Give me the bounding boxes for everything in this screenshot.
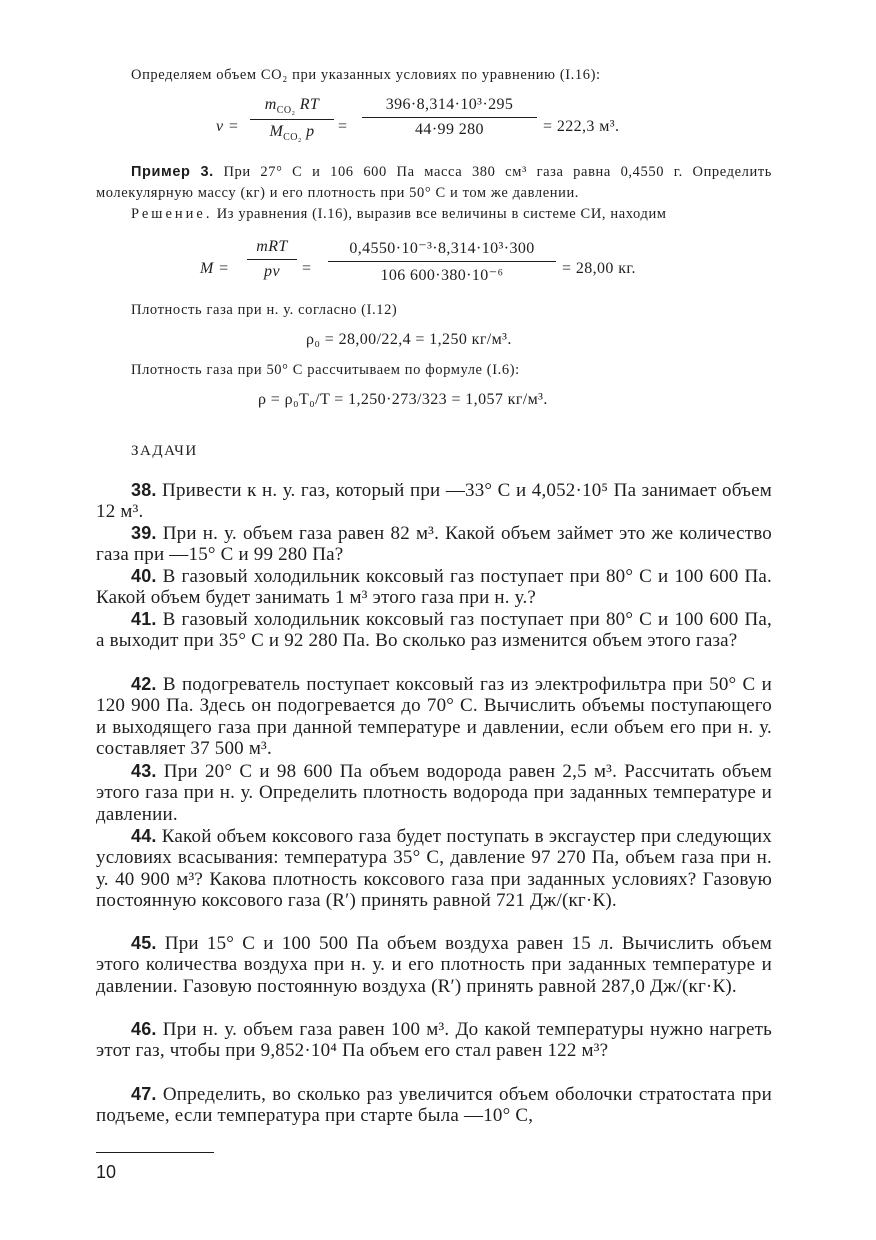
problem-43: 43. При 20° С и 98 600 Па объем водорода равен 2,5 м³. Рассчитать объем этого газа при н. у. Определить плотность водорода при заданных температуре и давлении. [96, 761, 772, 825]
formula-molar-mass-fraction-numeric: $\frac{\text{0,4550·10⁻³·8,314·10³·300}}{\text{106 600·380·10⁻⁶}}$ [328, 238, 556, 285]
density-intro: Плотность газа при н. у. согласно (I.12) [131, 302, 398, 318]
problem-45: 45. При 15° С и 100 500 Па объем воздуха равен 15 л. Вычислить объем этого количества воздуха при н. у. и его плотность при заданных температуре и давлении. Газовую постоянную воздуха (R′) принять равной 287,0 Дж/(кг·К). [96, 933, 772, 997]
problem-47: 47. Определить, во сколько раз увеличится объем оболочки стратостата при подъеме, если температура при старте была —10° С, [96, 1084, 772, 1127]
page-number: 10 [96, 1162, 117, 1182]
problem-39: 39. При н. у. объем газа равен 82 м³. Какой объем займет это же количество газа при —15° С и 99 280 Па? [96, 523, 772, 566]
formula-molar-mass-result: = 28,00 кг. [562, 260, 636, 277]
formula-co2-volume-lhs: v = [216, 118, 240, 135]
density-calc-intro: Плотность газа при 50° С рассчитываем по формуле (I.6): [131, 362, 520, 378]
formula-molar-mass-equals: = [302, 260, 312, 277]
problem-41: 41. В газовый холодильник коксовый газ поступает при 80° С и 100 600 Па, а выходит при 35° С и 92 280 Па. Во сколько раз изменится объем этого газа? [96, 609, 772, 652]
example-3-solution: Решение. Из уравнения (I.16), выразив все величины в системе СИ, находим [131, 206, 667, 222]
formula-density-normal: ρ₀ = 28,00/22,4 = 1,250 кг/м³. [306, 331, 512, 348]
formula-density-50c: ρ = ρ₀T₀/T = 1,250·273/323 = 1,057 кг/м³. [258, 391, 548, 408]
problem-46: 46. При н. у. объем газа равен 100 м³. До какой температуры нужно нагреть этот газ, чтобы при 9,852·10⁴ Па объем его стал равен 122 м³? [96, 1019, 772, 1062]
formula-co2-result: = 222,3 м³. [543, 118, 620, 135]
problem-38: 38. Привести к н. у. газ, который при —33° С и 4,052·10⁵ Па занимает объем 12 м³. [96, 480, 772, 523]
formula-co2-fraction-numeric: $\frac{\text{396·8,314·10³·295}}{44\cdot 99 280}$ [362, 96, 537, 139]
problem-42: 42. В подогреватель поступает коксовый газ из электрофильтра при 50° С и 120 900 Па. Здесь он подогревается до 70° С. Вычислить объемы поступающего и выходящего газа при данной температуре и давлении, если объем его при н. у. составляет 37 500 м³. [96, 674, 772, 760]
formula-co2-equals: = [338, 118, 348, 135]
problem-40: 40. В газовый холодильник коксовый газ поступает при 80° С и 100 600 Па. Какой объем будет занимать 1 м³ этого газа при н. у.? [96, 566, 772, 609]
formula-co2-fraction-symbolic: $m_{CO_2}$ RT $M_{CO_2}$ p [250, 96, 334, 143]
formula-molar-mass-fraction-symbolic: mRT pv [247, 238, 297, 281]
formula-molar-mass-lhs: M = [200, 260, 230, 277]
section-heading: ЗАДАЧИ [131, 443, 198, 459]
example-3-paragraph: Пример 3. При 27° С и 106 600 Па масса 380 см³ газа равна 0,4550 г. Определить молекулярную массу (кг) и его плотность при 50° С и том же давлении. [96, 164, 772, 201]
intro-text: Определяем объем CO₂ при указанных условиях по уравнению (I.16): [131, 67, 601, 83]
footer-rule [96, 1152, 214, 1153]
solution-label: Решение. [131, 206, 213, 222]
problem-44: 44. Какой объем коксового газа будет поступать в эксгаустер при следующих условиях всасывания: температура 35° С, давление 97 270 Па, объем газа при н. у. 40 900 м³? Какова плотность коксового газа при заданных условиях? Газовую постоянную коксового газа (R′) принять равной 721 Дж/(кг·К). [96, 826, 772, 912]
example-3-label: Пример 3. [131, 164, 214, 180]
